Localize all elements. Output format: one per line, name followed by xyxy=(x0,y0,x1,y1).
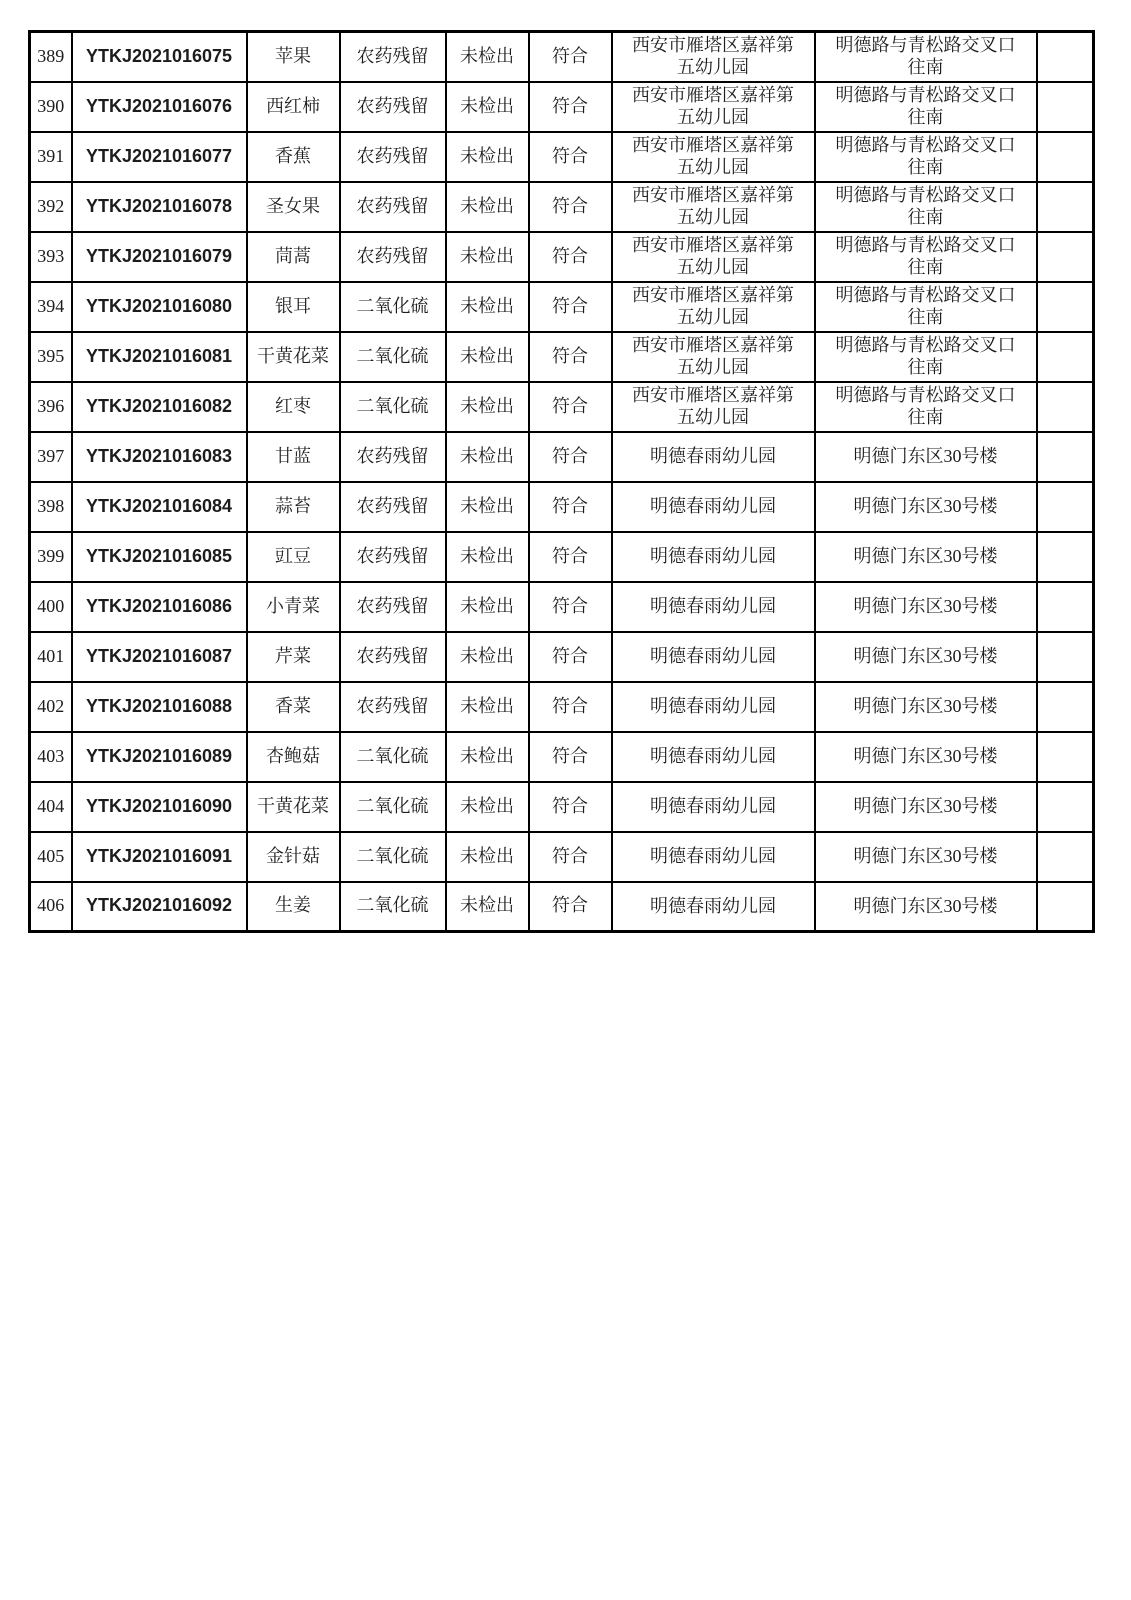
cell-conclusion: 符合 xyxy=(529,782,612,832)
cell-sample-name: 小青菜 xyxy=(247,582,340,632)
table-row xyxy=(30,682,1094,732)
cell-sample-code: YTKJ2021016087 xyxy=(72,632,247,682)
cell-unit-text: 西安市雁塔区嘉祥第五幼儿园 xyxy=(632,334,794,377)
cell-unit xyxy=(612,832,815,882)
table-row xyxy=(30,82,1094,132)
cell-address-text: 明德门东区30号楼 xyxy=(853,695,998,716)
cell-unit-text: 明德春雨幼儿园 xyxy=(650,545,776,566)
cell-result: 未检出 xyxy=(446,632,529,682)
table-row xyxy=(30,382,1094,432)
table-row xyxy=(30,332,1094,382)
cell-unit xyxy=(612,482,815,532)
cell-sample-name: 干黄花菜 xyxy=(247,332,340,382)
cell-conclusion: 符合 xyxy=(529,232,612,282)
cell-test-item: 二氧化硫 xyxy=(340,282,446,332)
cell-address-text: 明德门东区30号楼 xyxy=(853,545,998,566)
cell-result: 未检出 xyxy=(446,132,529,182)
cell-unit-text: 明德春雨幼儿园 xyxy=(650,445,776,466)
cell-seq: 397 xyxy=(30,432,72,482)
cell-address-text: 明德路与青松路交叉口往南 xyxy=(835,334,1016,377)
cell-address-text: 明德门东区30号楼 xyxy=(853,595,998,616)
cell-unit-text: 明德春雨幼儿园 xyxy=(650,895,776,916)
cell-remark xyxy=(1037,182,1094,232)
cell-sample-code: YTKJ2021016085 xyxy=(72,532,247,582)
cell-address xyxy=(815,182,1037,232)
cell-address xyxy=(815,682,1037,732)
cell-result: 未检出 xyxy=(446,332,529,382)
cell-unit-text: 西安市雁塔区嘉祥第五幼儿园 xyxy=(632,84,794,127)
cell-sample-code: YTKJ2021016080 xyxy=(72,282,247,332)
cell-sample-code: YTKJ2021016091 xyxy=(72,832,247,882)
cell-address-text: 明德路与青松路交叉口往南 xyxy=(835,134,1016,177)
cell-address xyxy=(815,382,1037,432)
cell-sample-code: YTKJ2021016076 xyxy=(72,82,247,132)
cell-result: 未检出 xyxy=(446,832,529,882)
cell-unit xyxy=(612,582,815,632)
cell-seq: 389 xyxy=(30,32,72,82)
cell-test-item: 二氧化硫 xyxy=(340,882,446,932)
cell-unit-text: 明德春雨幼儿园 xyxy=(650,845,776,866)
cell-seq: 402 xyxy=(30,682,72,732)
cell-seq: 406 xyxy=(30,882,72,932)
cell-sample-code: YTKJ2021016089 xyxy=(72,732,247,782)
cell-unit-text: 明德春雨幼儿园 xyxy=(650,795,776,816)
cell-sample-name: 香菜 xyxy=(247,682,340,732)
cell-test-item: 农药残留 xyxy=(340,432,446,482)
cell-address xyxy=(815,432,1037,482)
cell-address xyxy=(815,832,1037,882)
cell-address xyxy=(815,632,1037,682)
cell-conclusion: 符合 xyxy=(529,282,612,332)
cell-remark xyxy=(1037,632,1094,682)
cell-sample-name: 干黄花菜 xyxy=(247,782,340,832)
cell-test-item: 二氧化硫 xyxy=(340,732,446,782)
cell-unit xyxy=(612,732,815,782)
cell-sample-code: YTKJ2021016086 xyxy=(72,582,247,632)
cell-remark xyxy=(1037,732,1094,782)
cell-unit xyxy=(612,82,815,132)
cell-sample-name: 豇豆 xyxy=(247,532,340,582)
cell-result: 未检出 xyxy=(446,32,529,82)
cell-test-item: 二氧化硫 xyxy=(340,382,446,432)
cell-conclusion: 符合 xyxy=(529,132,612,182)
cell-address xyxy=(815,582,1037,632)
cell-address-text: 明德门东区30号楼 xyxy=(853,745,998,766)
cell-address-text: 明德路与青松路交叉口往南 xyxy=(835,234,1016,277)
cell-address xyxy=(815,82,1037,132)
cell-test-item: 二氧化硫 xyxy=(340,832,446,882)
cell-unit xyxy=(612,782,815,832)
cell-sample-code: YTKJ2021016078 xyxy=(72,182,247,232)
table-row xyxy=(30,882,1094,932)
cell-unit xyxy=(612,232,815,282)
cell-result: 未检出 xyxy=(446,732,529,782)
cell-conclusion: 符合 xyxy=(529,182,612,232)
cell-unit-text: 明德春雨幼儿园 xyxy=(650,495,776,516)
cell-sample-name: 茼蒿 xyxy=(247,232,340,282)
cell-result: 未检出 xyxy=(446,282,529,332)
cell-address-text: 明德路与青松路交叉口往南 xyxy=(835,34,1016,77)
cell-unit xyxy=(612,132,815,182)
cell-sample-name: 圣女果 xyxy=(247,182,340,232)
cell-address-text: 明德路与青松路交叉口往南 xyxy=(835,184,1016,227)
cell-conclusion: 符合 xyxy=(529,482,612,532)
cell-sample-code: YTKJ2021016075 xyxy=(72,32,247,82)
cell-sample-code: YTKJ2021016090 xyxy=(72,782,247,832)
cell-conclusion: 符合 xyxy=(529,732,612,782)
cell-remark xyxy=(1037,582,1094,632)
cell-unit-text: 明德春雨幼儿园 xyxy=(650,595,776,616)
cell-test-item: 农药残留 xyxy=(340,82,446,132)
table-row xyxy=(30,182,1094,232)
cell-conclusion: 符合 xyxy=(529,532,612,582)
cell-unit xyxy=(612,282,815,332)
cell-remark xyxy=(1037,682,1094,732)
cell-address xyxy=(815,282,1037,332)
cell-result: 未检出 xyxy=(446,482,529,532)
cell-unit xyxy=(612,882,815,932)
cell-test-item: 农药残留 xyxy=(340,482,446,532)
cell-unit xyxy=(612,682,815,732)
cell-seq: 395 xyxy=(30,332,72,382)
cell-address xyxy=(815,482,1037,532)
cell-address xyxy=(815,32,1037,82)
cell-sample-code: YTKJ2021016082 xyxy=(72,382,247,432)
cell-test-item: 农药残留 xyxy=(340,632,446,682)
cell-address xyxy=(815,232,1037,282)
cell-conclusion: 符合 xyxy=(529,382,612,432)
cell-seq: 400 xyxy=(30,582,72,632)
cell-result: 未检出 xyxy=(446,782,529,832)
cell-remark xyxy=(1037,432,1094,482)
cell-address xyxy=(815,532,1037,582)
cell-address-text: 明德门东区30号楼 xyxy=(853,845,998,866)
cell-conclusion: 符合 xyxy=(529,32,612,82)
cell-remark xyxy=(1037,882,1094,932)
cell-result: 未检出 xyxy=(446,182,529,232)
cell-result: 未检出 xyxy=(446,82,529,132)
cell-unit-text: 西安市雁塔区嘉祥第五幼儿园 xyxy=(632,384,794,427)
cell-address-text: 明德路与青松路交叉口往南 xyxy=(835,84,1016,127)
cell-remark xyxy=(1037,832,1094,882)
cell-remark xyxy=(1037,482,1094,532)
cell-sample-name: 香蕉 xyxy=(247,132,340,182)
cell-unit-text: 西安市雁塔区嘉祥第五幼儿园 xyxy=(632,284,794,327)
cell-unit-text: 西安市雁塔区嘉祥第五幼儿园 xyxy=(632,184,794,227)
cell-seq: 391 xyxy=(30,132,72,182)
cell-unit xyxy=(612,532,815,582)
cell-address xyxy=(815,882,1037,932)
cell-remark xyxy=(1037,332,1094,382)
cell-sample-code: YTKJ2021016077 xyxy=(72,132,247,182)
cell-result: 未检出 xyxy=(446,232,529,282)
table-row xyxy=(30,32,1094,82)
cell-sample-name: 红枣 xyxy=(247,382,340,432)
table-row xyxy=(30,432,1094,482)
cell-remark xyxy=(1037,232,1094,282)
cell-sample-name: 银耳 xyxy=(247,282,340,332)
cell-unit xyxy=(612,382,815,432)
cell-sample-name: 甘蓝 xyxy=(247,432,340,482)
cell-remark xyxy=(1037,782,1094,832)
table-row xyxy=(30,282,1094,332)
cell-address-text: 明德门东区30号楼 xyxy=(853,445,998,466)
cell-seq: 396 xyxy=(30,382,72,432)
cell-seq: 398 xyxy=(30,482,72,532)
cell-unit-text: 明德春雨幼儿园 xyxy=(650,745,776,766)
table-row xyxy=(30,782,1094,832)
cell-test-item: 农药残留 xyxy=(340,532,446,582)
cell-unit-text: 西安市雁塔区嘉祥第五幼儿园 xyxy=(632,234,794,277)
cell-result: 未检出 xyxy=(446,382,529,432)
cell-sample-name: 生姜 xyxy=(247,882,340,932)
cell-remark xyxy=(1037,282,1094,332)
cell-unit xyxy=(612,332,815,382)
cell-address-text: 明德门东区30号楼 xyxy=(853,645,998,666)
cell-seq: 399 xyxy=(30,532,72,582)
cell-unit xyxy=(612,432,815,482)
cell-unit xyxy=(612,632,815,682)
cell-sample-code: YTKJ2021016083 xyxy=(72,432,247,482)
cell-sample-code: YTKJ2021016079 xyxy=(72,232,247,282)
cell-unit-text: 西安市雁塔区嘉祥第五幼儿园 xyxy=(632,34,794,77)
cell-address-text: 明德门东区30号楼 xyxy=(853,895,998,916)
cell-test-item: 二氧化硫 xyxy=(340,332,446,382)
cell-sample-code: YTKJ2021016081 xyxy=(72,332,247,382)
table-row xyxy=(30,832,1094,882)
cell-remark xyxy=(1037,32,1094,82)
cell-conclusion: 符合 xyxy=(529,432,612,482)
cell-seq: 393 xyxy=(30,232,72,282)
cell-test-item: 农药残留 xyxy=(340,682,446,732)
cell-remark xyxy=(1037,132,1094,182)
inspection-results-table xyxy=(28,30,1095,933)
cell-result: 未检出 xyxy=(446,432,529,482)
cell-conclusion: 符合 xyxy=(529,332,612,382)
table-row xyxy=(30,532,1094,582)
cell-seq: 403 xyxy=(30,732,72,782)
cell-seq: 405 xyxy=(30,832,72,882)
cell-sample-name: 西红柿 xyxy=(247,82,340,132)
cell-address-text: 明德路与青松路交叉口往南 xyxy=(835,384,1016,427)
cell-address xyxy=(815,132,1037,182)
cell-test-item: 农药残留 xyxy=(340,182,446,232)
cell-test-item: 二氧化硫 xyxy=(340,782,446,832)
cell-seq: 392 xyxy=(30,182,72,232)
cell-unit-text: 明德春雨幼儿园 xyxy=(650,645,776,666)
table-row xyxy=(30,582,1094,632)
cell-sample-name: 苹果 xyxy=(247,32,340,82)
cell-seq: 404 xyxy=(30,782,72,832)
cell-test-item: 农药残留 xyxy=(340,232,446,282)
cell-address xyxy=(815,732,1037,782)
cell-sample-name: 芹菜 xyxy=(247,632,340,682)
cell-remark xyxy=(1037,382,1094,432)
cell-address-text: 明德门东区30号楼 xyxy=(853,495,998,516)
cell-address-text: 明德门东区30号楼 xyxy=(853,795,998,816)
cell-address xyxy=(815,332,1037,382)
cell-conclusion: 符合 xyxy=(529,832,612,882)
table-row xyxy=(30,632,1094,682)
cell-unit xyxy=(612,182,815,232)
cell-result: 未检出 xyxy=(446,682,529,732)
cell-test-item: 农药残留 xyxy=(340,582,446,632)
cell-address-text: 明德路与青松路交叉口往南 xyxy=(835,284,1016,327)
cell-seq: 401 xyxy=(30,632,72,682)
table-row xyxy=(30,482,1094,532)
cell-remark xyxy=(1037,532,1094,582)
cell-seq: 394 xyxy=(30,282,72,332)
cell-address xyxy=(815,782,1037,832)
cell-test-item: 农药残留 xyxy=(340,132,446,182)
cell-unit-text: 西安市雁塔区嘉祥第五幼儿园 xyxy=(632,134,794,177)
cell-sample-code: YTKJ2021016084 xyxy=(72,482,247,532)
cell-unit xyxy=(612,32,815,82)
cell-sample-name: 金针菇 xyxy=(247,832,340,882)
cell-sample-name: 蒜苔 xyxy=(247,482,340,532)
table-row xyxy=(30,732,1094,782)
cell-result: 未检出 xyxy=(446,882,529,932)
cell-sample-code: YTKJ2021016088 xyxy=(72,682,247,732)
table-row xyxy=(30,132,1094,182)
cell-conclusion: 符合 xyxy=(529,882,612,932)
table-row xyxy=(30,232,1094,282)
cell-conclusion: 符合 xyxy=(529,632,612,682)
cell-result: 未检出 xyxy=(446,532,529,582)
cell-seq: 390 xyxy=(30,82,72,132)
cell-test-item: 农药残留 xyxy=(340,32,446,82)
cell-conclusion: 符合 xyxy=(529,82,612,132)
cell-remark xyxy=(1037,82,1094,132)
cell-conclusion: 符合 xyxy=(529,682,612,732)
cell-sample-name: 杏鲍菇 xyxy=(247,732,340,782)
cell-sample-code: YTKJ2021016092 xyxy=(72,882,247,932)
cell-result: 未检出 xyxy=(446,582,529,632)
cell-conclusion: 符合 xyxy=(529,582,612,632)
inspection-results-table-body xyxy=(30,32,1094,932)
cell-unit-text: 明德春雨幼儿园 xyxy=(650,695,776,716)
